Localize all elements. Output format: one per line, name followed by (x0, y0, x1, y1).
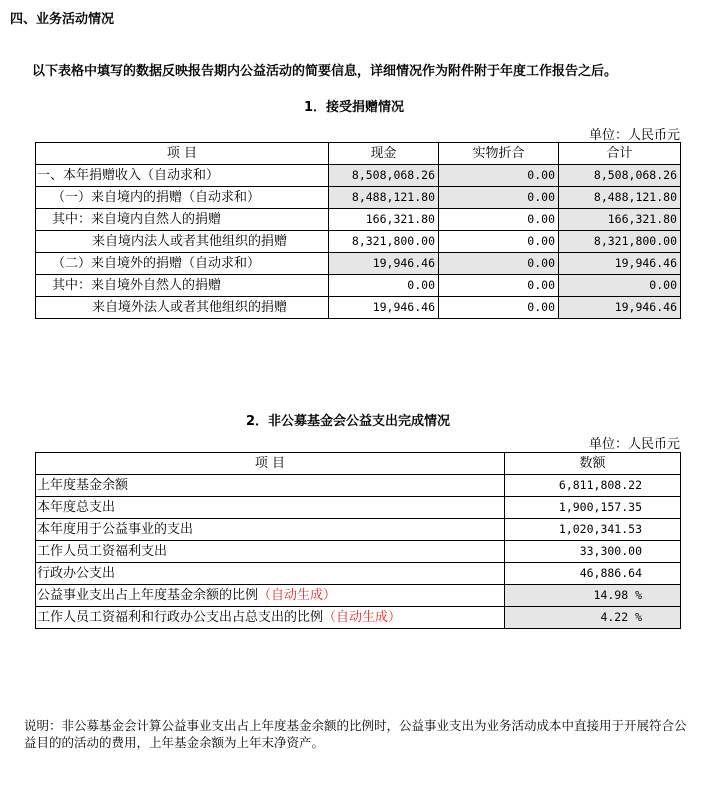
inkind-cell[interactable]: 0.00 (439, 231, 559, 253)
table-header-row (36, 453, 681, 475)
table-row (36, 563, 681, 585)
inkind-cell[interactable]: 0.00 (439, 209, 559, 231)
row-label: 本年度用于公益事业的支出 (36, 519, 505, 541)
cash-cell: 19,946.46 (329, 253, 439, 275)
row-label (36, 607, 505, 629)
ratio-label: 公益事业支出占上年度基金余额的比例 (37, 588, 259, 603)
cash-cell[interactable]: 19,946.46 (329, 297, 439, 319)
ratio-label: 工作人员工资福利和行政办公支出占总支出的比例 (37, 610, 324, 625)
cash-cell: 8,488,121.80 (329, 187, 439, 209)
auto-generated-note: （自动生成） (323, 610, 402, 625)
auto-generated-note: （自动生成） (258, 588, 337, 603)
row-label: （二）来自境外的捐赠（自动求和） (36, 253, 329, 275)
row-label: 来自境外法人或者其他组织的捐赠 (36, 297, 329, 319)
cash-cell[interactable]: 166,321.80 (329, 209, 439, 231)
inkind-cell: 0.00 (439, 165, 559, 187)
row-label: 上年度基金余额 (36, 475, 505, 497)
row-label: 行政办公支出 (36, 563, 505, 585)
total-cell: 19,946.46 (559, 297, 681, 319)
table-row (36, 475, 681, 497)
cash-cell: 8,508,068.26 (329, 165, 439, 187)
cash-cell[interactable]: 0.00 (329, 275, 439, 297)
header-cash: 现金 (329, 143, 439, 165)
row-label: 本年度总支出 (36, 497, 505, 519)
table-row (36, 541, 681, 563)
amount-cell[interactable]: 6,811,808.22 (505, 475, 681, 497)
table1-caption: 1．接受捐赠情况 (304, 100, 405, 115)
row-label: 一、本年捐赠收入（自动求和） (36, 165, 329, 187)
inkind-cell[interactable]: 0.00 (439, 275, 559, 297)
section-title: 四、业务活动情况 (10, 12, 115, 27)
row-label: 工作人员工资福利支出 (36, 541, 505, 563)
header-item: 项 目 (36, 453, 505, 475)
total-cell: 8,321,800.00 (559, 231, 681, 253)
table-row (36, 253, 681, 275)
table2-unit: 单位：人民币元 (588, 437, 680, 452)
ratio-cell: 4.22 % (505, 607, 681, 629)
header-inkind: 实物折合 (439, 143, 559, 165)
cash-cell[interactable]: 8,321,800.00 (329, 231, 439, 253)
total-cell: 19,946.46 (559, 253, 681, 275)
donation-table (35, 142, 681, 319)
table-row (36, 497, 681, 519)
row-label: 来自境内法人或者其他组织的捐赠 (36, 231, 329, 253)
inkind-cell: 0.00 (439, 187, 559, 209)
row-label: （一）来自境内的捐赠（自动求和） (36, 187, 329, 209)
inkind-cell[interactable]: 0.00 (439, 297, 559, 319)
table-row (36, 585, 681, 607)
amount-cell[interactable]: 1,020,341.53 (505, 519, 681, 541)
row-label: 其中：来自境外自然人的捐赠 (36, 275, 329, 297)
table-row (36, 231, 681, 253)
footnote: 说明：非公募基金会计算公益事业支出占上年度基金余额的比例时，公益事业支出为业务活动成本中直接用于开展符合公益目的的活动的费用，上年基金余额为上年末净资产。 (24, 718, 687, 750)
table-header-row (36, 143, 681, 165)
amount-cell[interactable]: 46,886.64 (505, 563, 681, 585)
total-cell: 8,488,121.80 (559, 187, 681, 209)
total-cell: 8,508,068.26 (559, 165, 681, 187)
table-row (36, 275, 681, 297)
table-row (36, 297, 681, 319)
expenditure-table (35, 452, 681, 629)
table2-caption: 2．非公募基金会公益支出完成情况 (246, 414, 451, 429)
row-label: 其中：来自境内自然人的捐赠 (36, 209, 329, 231)
header-amount: 数额 (505, 453, 681, 475)
table-row (36, 187, 681, 209)
table-row (36, 519, 681, 541)
amount-cell[interactable]: 33,300.00 (505, 541, 681, 563)
table1-unit: 单位：人民币元 (588, 128, 680, 143)
header-item: 项 目 (36, 143, 329, 165)
table-row (36, 607, 681, 629)
header-total: 合计 (559, 143, 681, 165)
inkind-cell: 0.00 (439, 253, 559, 275)
amount-cell[interactable]: 1,900,157.35 (505, 497, 681, 519)
total-cell: 0.00 (559, 275, 681, 297)
table-row (36, 209, 681, 231)
total-cell: 166,321.80 (559, 209, 681, 231)
row-label (36, 585, 505, 607)
intro-text: 以下表格中填写的数据反映报告期内公益活动的简要信息，详细情况作为附件附于年度工作报告之后。 (32, 64, 618, 79)
ratio-cell: 14.98 % (505, 585, 681, 607)
table-row (36, 165, 681, 187)
